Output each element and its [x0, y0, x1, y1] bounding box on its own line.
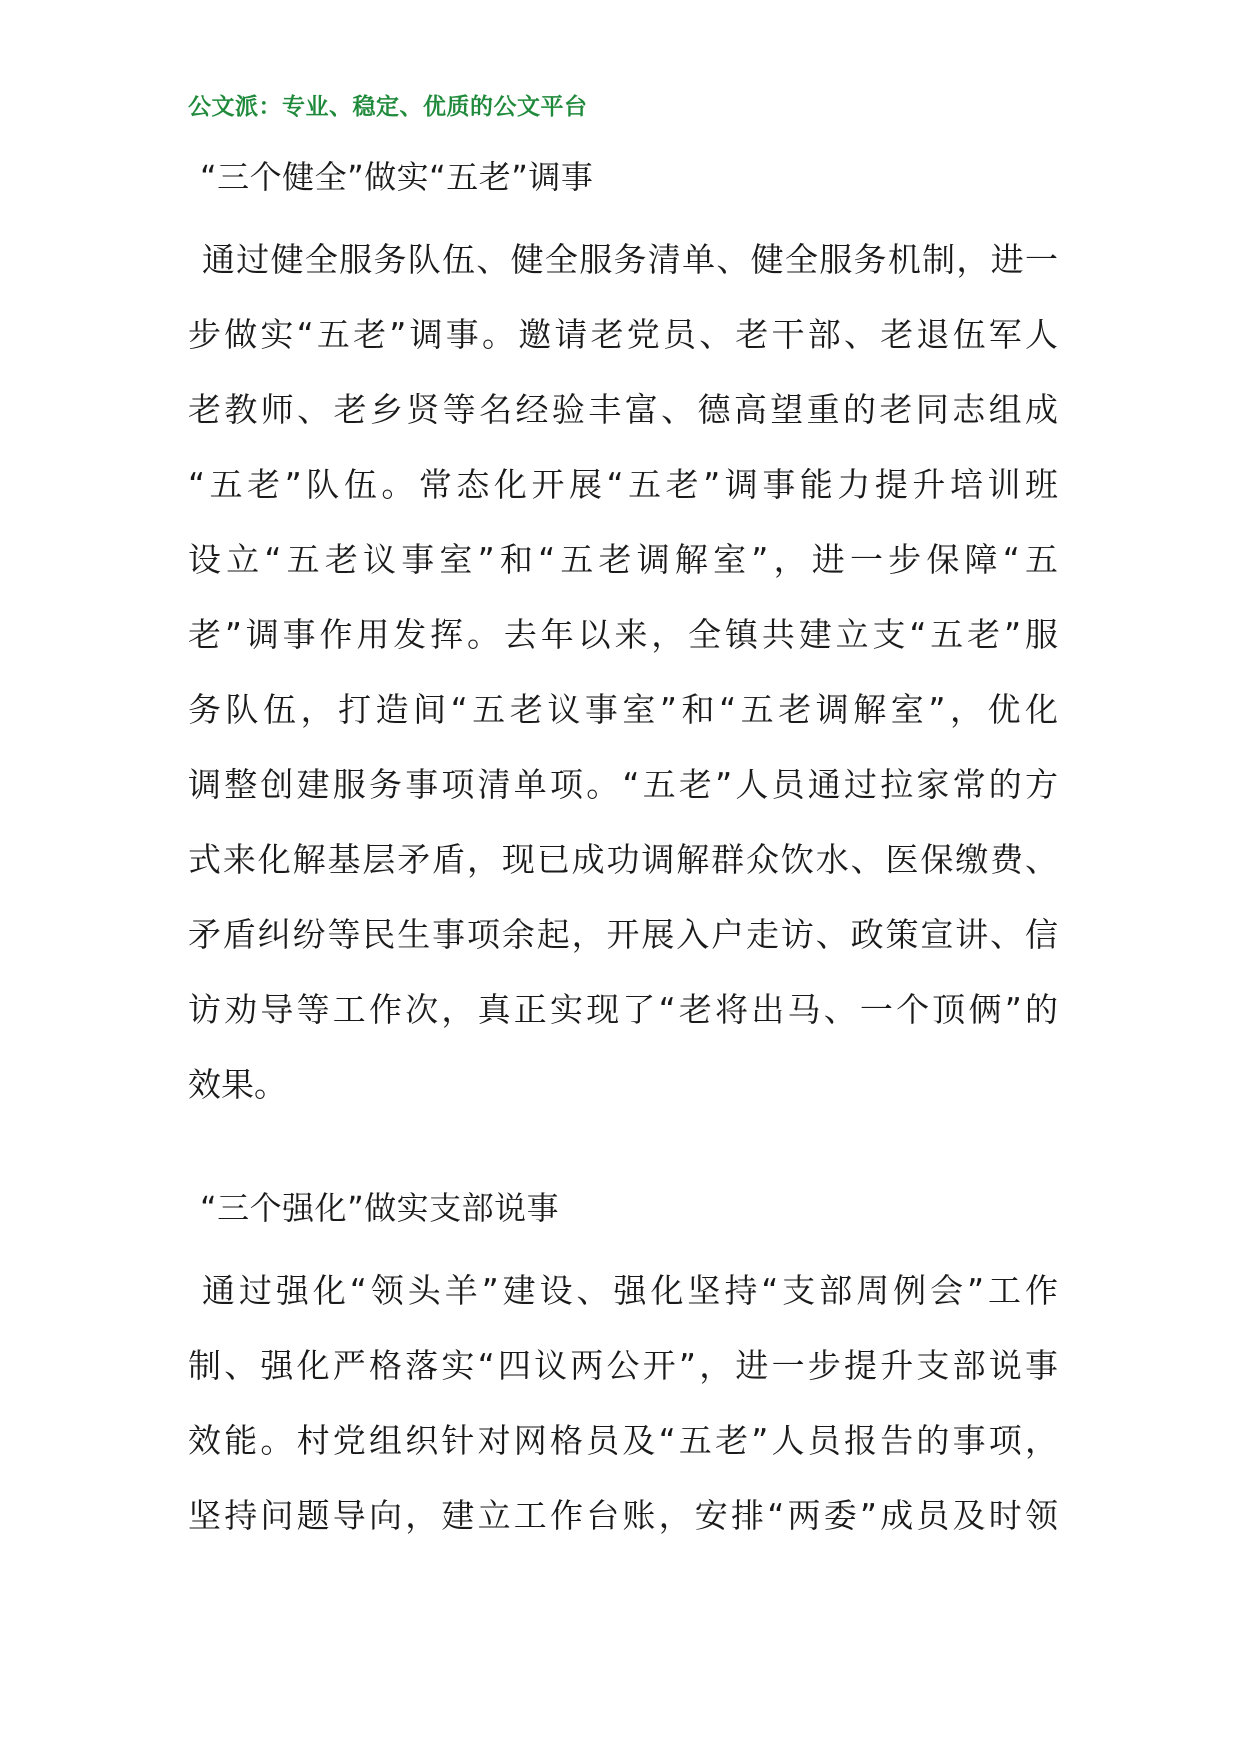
paragraph-line: 访劝导等工作次，真正实现了“老将出马、一个顶俩”的: [188, 990, 1058, 1029]
paragraph-line: 步做实“五老”调事。邀请老党员、老干部、老退伍军人: [188, 315, 1058, 354]
paragraph: [188, 1253, 1058, 1553]
paragraph-line: 老教师、老乡贤等名经验丰富、德高望重的老同志组成: [188, 390, 1058, 429]
paragraph-line: 矛盾纠纷等民生事项余起，开展入户走访、政策宣讲、信: [188, 915, 1058, 954]
paragraph-line: 效能。村党组织针对网格员及“五老”人员报告的事项，: [188, 1421, 1058, 1460]
section-heading: “三个健全”做实“五老”调事: [200, 158, 594, 196]
paragraph-line: 坚持问题导向，建立工作台账，安排“两委”成员及时领: [188, 1496, 1058, 1535]
paragraph-line: 式来化解基层矛盾，现已成功调解群众饮水、医保缴费、: [188, 840, 1058, 879]
header-note: 公文派：专业、稳定、优质的公文平台: [188, 93, 588, 120]
paragraph: [188, 222, 1058, 1122]
paragraph-line: 老”调事作用发挥。去年以来，全镇共建立支“五老”服: [188, 615, 1058, 654]
paragraph-line: “五老”队伍。常态化开展“五老”调事能力提升培训班: [188, 465, 1058, 504]
paragraph-line: 务队伍，打造间“五老议事室”和“五老调解室”，优化: [188, 690, 1058, 729]
paragraph-line: 调整创建服务事项清单项。“五老”人员通过拉家常的方: [188, 765, 1058, 804]
paragraph-line: 制、强化严格落实“四议两公开”，进一步提升支部说事: [188, 1346, 1058, 1385]
paragraph-line: 通过强化“领头羊”建设、强化坚持“支部周例会”工作: [202, 1271, 1058, 1310]
section-heading: “三个强化”做实支部说事: [200, 1189, 560, 1227]
paragraph-line: 设立“五老议事室”和“五老调解室”，进一步保障“五: [188, 540, 1058, 579]
paragraph-line: 效果。: [188, 1065, 287, 1104]
paragraph-line: 通过健全服务队伍、健全服务清单、健全服务机制，进一: [202, 240, 1058, 279]
